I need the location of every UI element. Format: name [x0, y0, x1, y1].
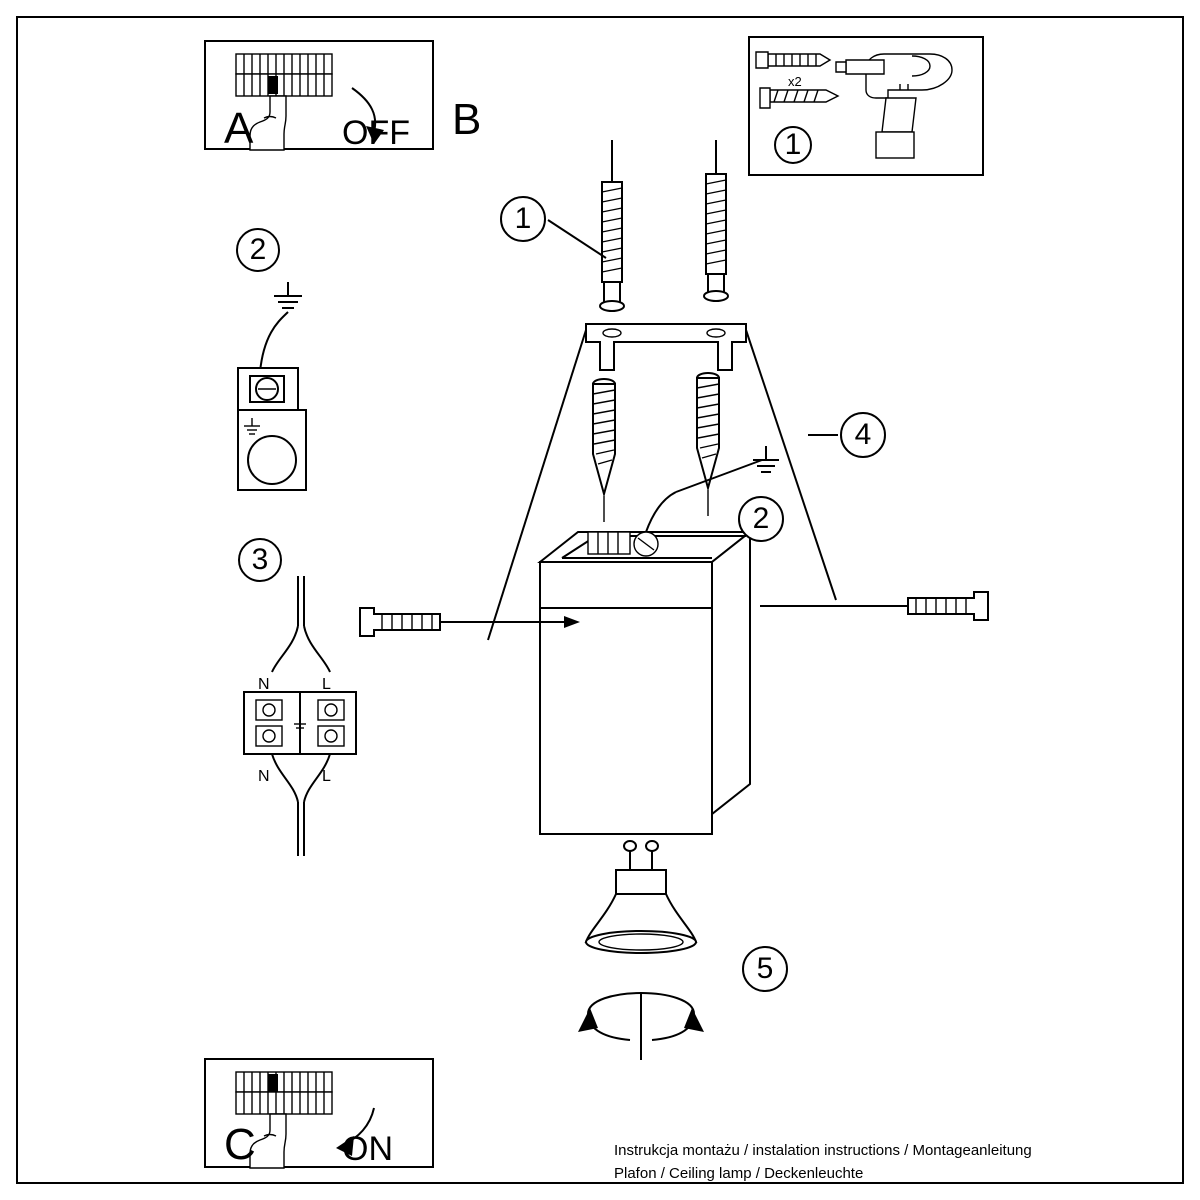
wall-plug-icon	[756, 52, 830, 68]
step-4-main-label: 4	[854, 418, 872, 451]
caption-block	[614, 1140, 1034, 1185]
step-2-left-number	[236, 228, 280, 272]
rotate-arrow-icon	[578, 993, 704, 1060]
mounting-bracket-icon	[586, 324, 746, 370]
panel-a	[204, 40, 434, 153]
step-5-main-label: 5	[756, 952, 774, 985]
earth-terminal-block-icon	[230, 272, 430, 532]
caption-line-2: Plafon / Ceiling lamp / Deckenleuchte	[614, 1164, 864, 1182]
panel-c-action-label: ON	[342, 1130, 393, 1168]
circuit-breaker-off-icon	[236, 54, 332, 96]
terminal-label-l-bottom: L	[322, 768, 331, 785]
mounting-screw-left-icon	[593, 379, 615, 522]
step-1-main-label: 1	[514, 202, 532, 235]
step-4-leader-line	[806, 432, 876, 452]
wall-plug-right-icon	[704, 174, 728, 301]
earth-symbol-icon	[753, 446, 779, 472]
tool-step-number-label: 1	[784, 128, 802, 161]
panel-a-letter: A	[224, 104, 254, 153]
lamp-body-icon	[540, 532, 750, 834]
hand-pointing-icon	[250, 96, 286, 150]
mounting-screw-right-icon	[697, 373, 719, 516]
side-screw-right-icon	[760, 592, 988, 620]
step-3-left-label: 3	[251, 543, 269, 576]
circuit-breaker-on-icon	[236, 1072, 332, 1114]
screw-icon	[760, 88, 838, 108]
step-2-main-number	[738, 496, 784, 542]
step-2-left-label: 2	[249, 233, 267, 266]
panel-a-action-label: OFF	[342, 114, 410, 152]
terminal-label-n-top: N	[258, 676, 270, 693]
tool-quantity-label: x2	[788, 74, 802, 89]
caption-line-1: Instrukcja montażu / instalation instructions / Montageanleitung	[614, 1142, 1032, 1159]
terminal-label-l-top: L	[322, 676, 331, 693]
panel-c	[204, 1058, 434, 1168]
step-1-leader-line	[544, 218, 664, 288]
wire-connector-block-icon	[230, 562, 450, 882]
terminal-label-n-bottom: N	[258, 768, 270, 785]
panel-c-letter: C	[224, 1120, 256, 1169]
gu10-bulb-icon	[586, 841, 696, 953]
panel-b-letter: B	[452, 95, 482, 144]
step-2-main-label: 2	[752, 502, 770, 535]
step-1-main-number	[500, 196, 546, 242]
step-5-main-number	[742, 946, 788, 992]
